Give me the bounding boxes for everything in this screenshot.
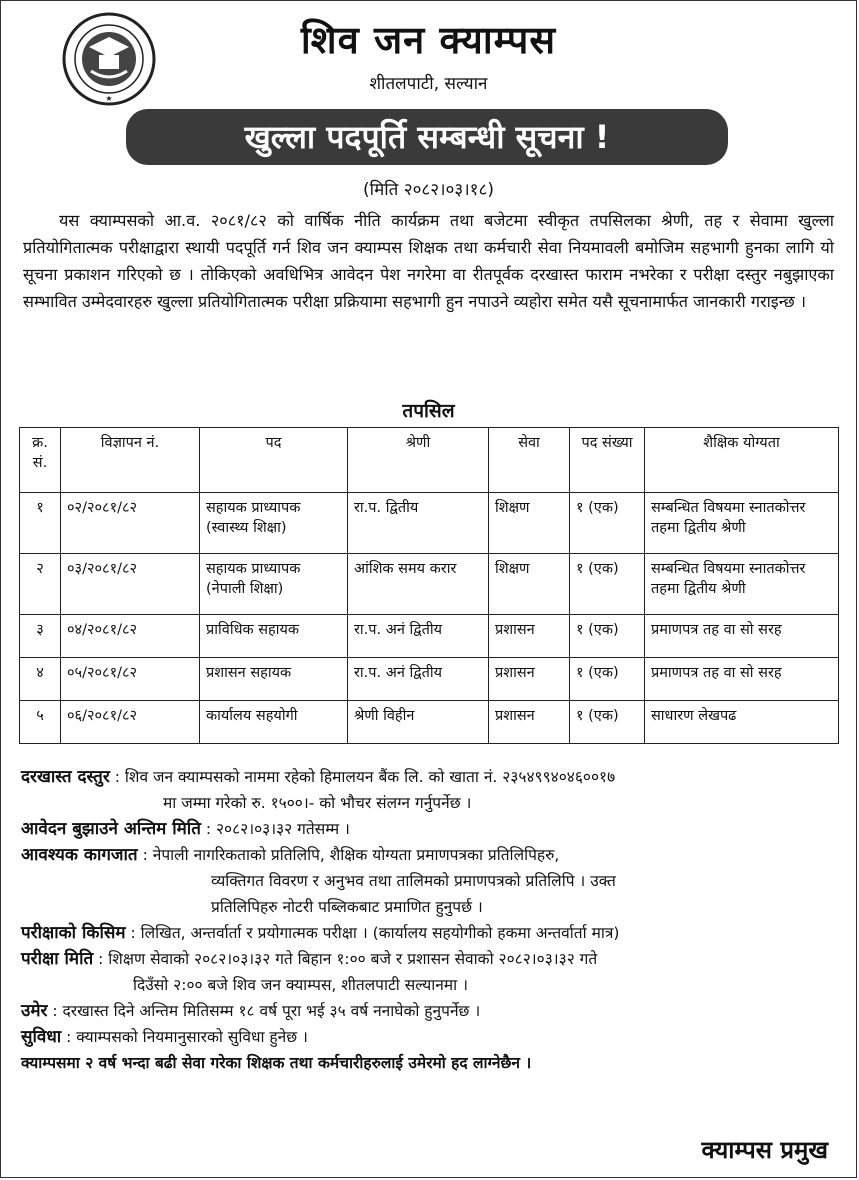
exam-date-label: परीक्षा मिति (21, 949, 94, 969)
col-count: पद संख्या (570, 428, 645, 493)
cell-post: प्राविधिक सहायक (200, 615, 348, 658)
cell-post: सहायक प्राध्यापक (स्वास्थ्य शिक्षा) (200, 493, 348, 554)
cell-qualification: सम्बन्धित विषयमा स्नातकोत्तर तहमा द्वितीय श्रेणी (645, 554, 839, 615)
col-serial: क्र. सं. (20, 428, 61, 493)
cell-post: कार्यालय सहयोगी (200, 701, 348, 744)
exam-type-line (21, 920, 838, 946)
fee-line (21, 764, 838, 790)
cell-service: शिक्षण (489, 493, 570, 554)
cell-ad-number: ०४/२०८१/८२ (61, 615, 200, 658)
cell-count: १ (एक) (570, 658, 645, 701)
vacancy-table (19, 427, 839, 744)
details-section (21, 764, 838, 1076)
documents-label: आवश्यक कागजात (21, 845, 138, 865)
fee-text-continued: मा जम्मा गरेको रु. १५००।- को भौचर संलग्न गर्नुपर्नेछ । (163, 794, 472, 812)
cell-service: प्रशासन (489, 615, 570, 658)
deadline-line (21, 816, 838, 842)
fee-label: दरखास्त दस्तुर (21, 767, 110, 787)
exam-type-label: परीक्षाको किसिम (21, 923, 126, 943)
notice-date: (मिति २०८२।०३।१८) (363, 180, 494, 200)
cell-qualification: साधारण लेखपढ (645, 701, 839, 744)
cell-count: १ (एक) (570, 615, 645, 658)
age-exemption-note: क्याम्पसमा २ वर्ष भन्दा बढी सेवा गरेका शिक्षक तथा कर्मचारीहरुलाई उमेरमो हद लाग्नेछैन । (21, 1054, 532, 1072)
table-row (20, 554, 839, 615)
facility-text: : क्याम्पसको नियमानुसारको सुविधा हुनेछ । (66, 1028, 308, 1046)
campus-name: शिव जन क्याम्पस (300, 18, 557, 62)
cell-class: श्रेणी विहीन (348, 701, 489, 744)
cell-qualification: सम्बन्धित विषयमा स्नातकोत्तर तहमा द्वितीय श्रेणी (645, 493, 839, 554)
cell-serial: ३ (20, 615, 61, 658)
table-row (20, 615, 839, 658)
notice-title: खुल्ला पदपूर्ति सम्बन्धी सूचना ! (126, 109, 728, 165)
table-row (20, 658, 839, 701)
cell-serial: ५ (20, 701, 61, 744)
table-title: तपसिल (402, 400, 455, 422)
campus-address: शीतलपाटी, सल्यान (369, 74, 488, 94)
table-row (20, 701, 839, 744)
documents-text-continued-2: प्रतिलिपिहरु नोटरी पब्लिकबाट प्रमाणित हुनुपर्छ । (211, 898, 483, 916)
col-service: सेवा (489, 428, 570, 493)
cell-service: प्रशासन (489, 701, 570, 744)
cell-class: आंशिक समय करार (348, 554, 489, 615)
cell-ad-number: ०२/२०८१/८२ (61, 493, 200, 554)
documents-text-continued: व्यक्तिगत विवरण र अनुभव तथा तालिमको प्रमाणपत्रको प्रतिलिपि । उक्त (211, 872, 616, 890)
deadline-label: आवेदन बुझाउने अन्तिम मिति (21, 819, 201, 839)
age-label: उमेर (21, 1001, 48, 1021)
exam-date-text-continued: दिउँसो २:०० बजे शिव जन क्याम्पस, शीतलपाटी सल्यानमा । (133, 976, 468, 994)
table-row (20, 493, 839, 554)
cell-post: प्रशासन सहायक (200, 658, 348, 701)
cell-class: रा.प. द्वितीय (348, 493, 489, 554)
age-line (21, 998, 838, 1024)
cell-class: रा.प. अनं द्वितीय (348, 615, 489, 658)
cell-post: सहायक प्राध्यापक (नेपाली शिक्षा) (200, 554, 348, 615)
table-header-row (20, 428, 839, 493)
signature: क्याम्पस प्रमुख (701, 1136, 828, 1164)
cell-service: प्रशासन (489, 658, 570, 701)
cell-qualification: प्रमाणपत्र तह वा सो सरह (645, 658, 839, 701)
cell-service: शिक्षण (489, 554, 570, 615)
exam-date-text: : शिक्षण सेवाको २०८२।०३।३२ गते बिहान १:०० बजे र प्रशासन सेवाको २०८२।०३।३२ गते (98, 950, 598, 968)
cell-serial: १ (20, 493, 61, 554)
cell-count: १ (एक) (570, 493, 645, 554)
intro-paragraph: यस क्याम्पसको आ.व. २०८१/८२ को वार्षिक नीति कार्यक्रम तथा बजेटमा स्वीकृत तपसिलका श्रेणी, तह र सेवामा खुल्ला प्रतियोगितात्मक परीक्षाद्वारा स्थायी पदपूर्ति गर्न शिव जन क्याम्पस शिक्षक तथा कर्मचारी सेवा नियमावली बमोजिम सहभागी हुनका लागि यो सूचना प्रकाशन गरिएको छ । तोकिएको अवधिभित्र आवेदन पेश नगरेमा वा रीतपूर्वक दरखास्त फाराम नभरेका र परीक्षा दस्तुर नबुझाएका सम्भावित उम्मेदवारहरु खुल्ला प्रतियोगितात्मक परीक्षा प्रक्रियामा सहभागी हुन नपाउने व्यहोरा समेत यसै सूचनामार्फत जानकारी गराइन्छ । (23, 211, 834, 311)
cell-ad-number: ०३/२०८१/८२ (61, 554, 200, 615)
age-text: : दरखास्त दिने अन्तिम मितिसम्म १८ वर्ष पूरा भई ३५ वर्ष ननाघेको हुनुपर्नेछ । (52, 1002, 481, 1020)
deadline-text: : २०८२।०३।३२ गतेसम्म । (205, 820, 350, 838)
cell-serial: २ (20, 554, 61, 615)
exam-type-text: : लिखित, अन्तर्वार्ता र प्रयोगात्मक परीक्षा । (कार्यालय सहयोगीको हकमा अन्तर्वार्ता मात्र) (130, 924, 620, 942)
documents-text: : नेपाली नागरिकताको प्रतिलिपि, शैक्षिक योग्यता प्रमाणपत्रका प्रतिलिपिहरु, (142, 846, 560, 864)
col-post: पद (200, 428, 348, 493)
svg-text:★: ★ (105, 94, 113, 103)
col-class: श्रेणी (348, 428, 489, 493)
cell-ad-number: ०५/२०८१/८२ (61, 658, 200, 701)
facility-line (21, 1024, 838, 1050)
cell-count: १ (एक) (570, 701, 645, 744)
fee-text: : शिव जन क्याम्पसको नाममा रहेको हिमालयन बैंक लि. को खाता नं. २३५४९९४०४६००१७ (114, 768, 616, 786)
cell-count: १ (एक) (570, 554, 645, 615)
cell-qualification: प्रमाणपत्र तह वा सो सरह (645, 615, 839, 658)
cell-class: रा.प. अनं द्वितीय (348, 658, 489, 701)
col-ad-number: विज्ञापन नं. (61, 428, 200, 493)
facility-label: सुविधा (21, 1027, 62, 1047)
documents-line (21, 842, 838, 868)
cell-ad-number: ०६/२०८१/८२ (61, 701, 200, 744)
col-qualification: शैक्षिक योग्यता (645, 428, 839, 493)
exam-date-line (21, 946, 838, 972)
cell-serial: ४ (20, 658, 61, 701)
